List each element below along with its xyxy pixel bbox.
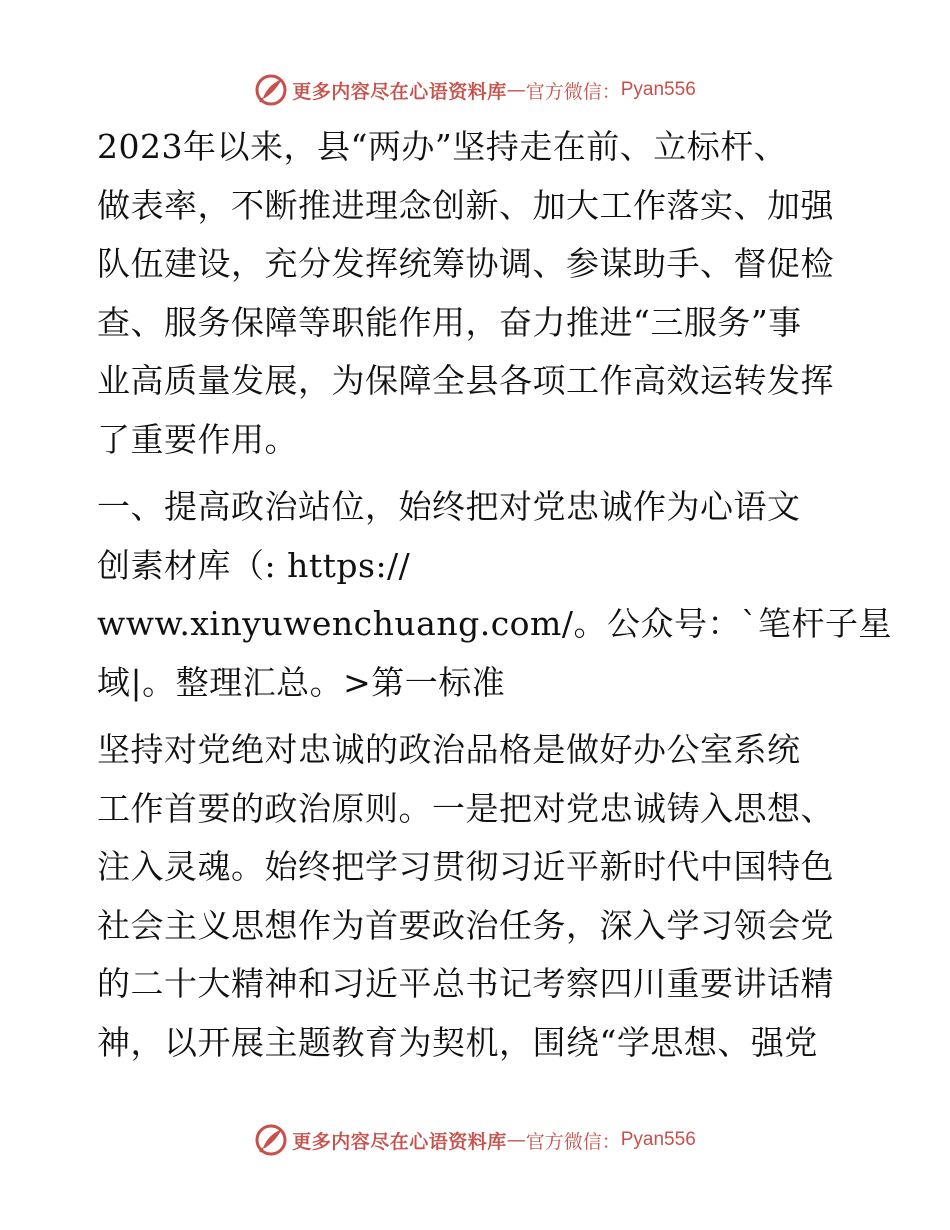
footer-banner bbox=[0, 1120, 950, 1160]
banner-wechat-label: 官方微信： bbox=[525, 80, 621, 103]
document-body bbox=[97, 118, 892, 1081]
text-line: 队伍建设，充分发挥统筹协调、参谋助手、督促检 bbox=[97, 244, 834, 283]
text-line: 坚持对党绝对忠诚的政治品格是做好办公室系统 bbox=[97, 730, 801, 769]
banner-text: 更多内容尽在心语资料库 bbox=[292, 80, 507, 103]
header-banner bbox=[0, 70, 950, 110]
text-line: 一、提高政治站位，始终把对党忠诚作为心语文 bbox=[97, 487, 801, 526]
banner-wechat-label: 官方微信： bbox=[525, 1130, 621, 1153]
banner-wechat-id: Pyan556 bbox=[620, 79, 696, 100]
text-line: 2023年以来，县“两办”坚持走在前、立标杆、 bbox=[97, 127, 788, 166]
feather-pen-logo-icon bbox=[254, 73, 288, 107]
text-line: 了重要作用。 bbox=[97, 419, 298, 459]
text-line: 域|。整理汇总。>第一标准 bbox=[97, 662, 506, 702]
text-line: 注入灵魂。始终把学习贯彻习近平新时代中国特色 bbox=[97, 847, 834, 886]
text-line: 做表率，不断推进理念创新、加大工作落实、加强 bbox=[97, 185, 834, 225]
banner-wechat-id: Pyan556 bbox=[620, 1129, 696, 1150]
text-line: 业高质量发展，为保障全县各项工作高效运转发挥 bbox=[97, 361, 834, 400]
banner-text: 更多内容尽在心语资料库 bbox=[292, 1130, 507, 1153]
text-line: 查、服务保障等职能作用，奋力推进“三服务”事 bbox=[97, 302, 802, 342]
feather-pen-logo-icon bbox=[254, 1123, 288, 1157]
text-line: 工作首要的政治原则。一是把对党忠诚铸入思想、 bbox=[97, 788, 834, 828]
text-line: 社会主义思想作为首要政治任务，深入学习领会党 bbox=[97, 905, 834, 945]
text-line: 创素材库（: https:// bbox=[97, 545, 411, 585]
paragraph-1 bbox=[97, 118, 857, 469]
text-line: 的二十大精神和习近平总书记考察四川重要讲话精 bbox=[97, 964, 834, 1003]
banner-separator: — bbox=[506, 1129, 526, 1151]
paragraph-3 bbox=[97, 721, 857, 1072]
text-line: www.xinyuwenchuang.com/。公众号：`笔杆子星 bbox=[97, 604, 892, 643]
paragraph-2 bbox=[97, 478, 892, 712]
banner-separator: — bbox=[506, 79, 526, 101]
text-line: 神，以开展主题教育为契机，围绕“学思想、强党 bbox=[97, 1022, 818, 1062]
